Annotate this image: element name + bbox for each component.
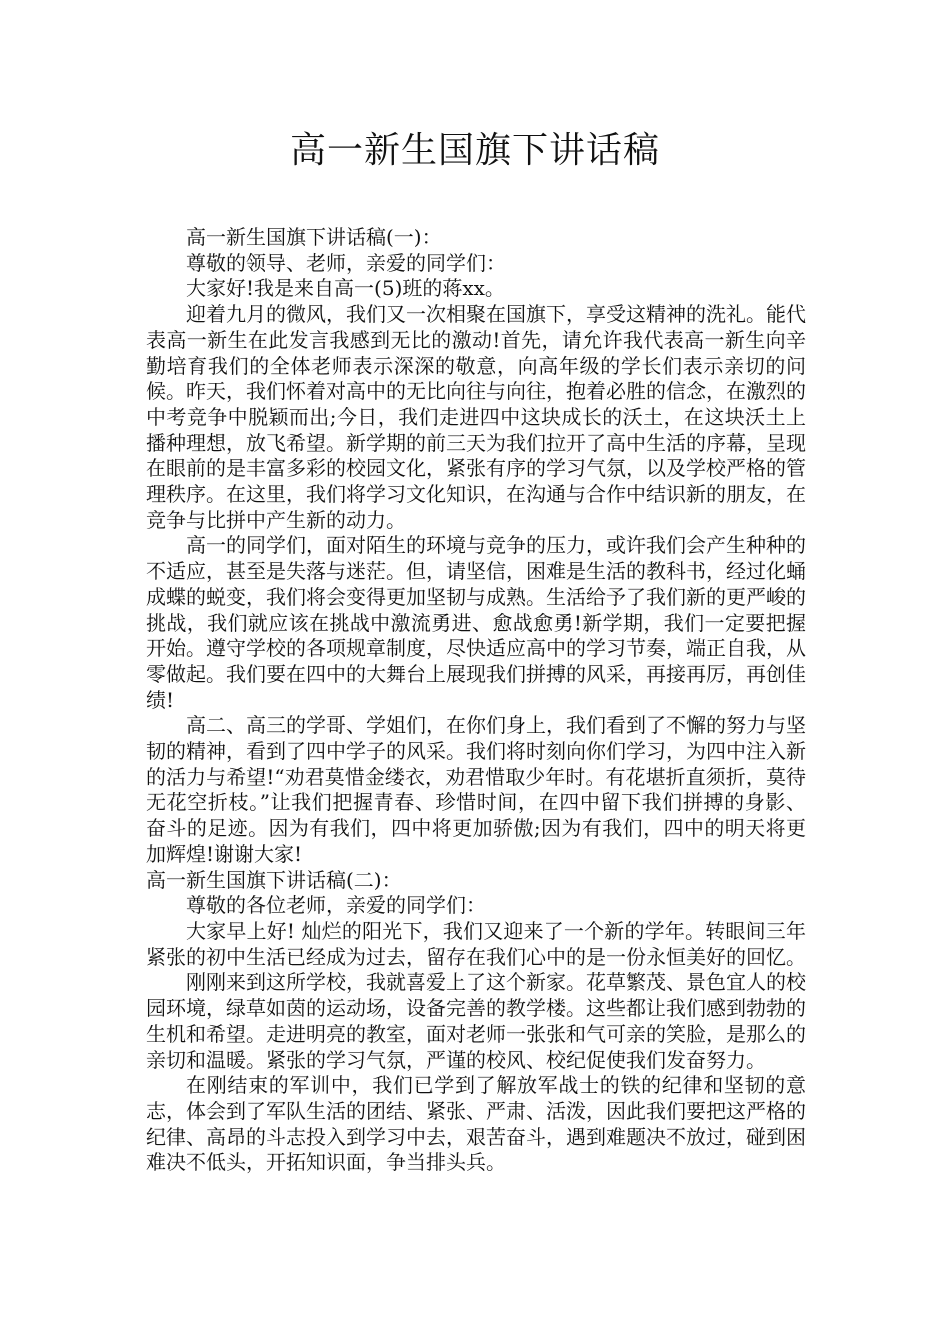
body-paragraph: 大家早上好! 灿烂的阳光下，我们又迎来了一个新的学年。转眼间三年紧张的初中生活已经成为过去，留存在我们心中的是一份永恒美好的回忆。 (146, 918, 806, 969)
section-heading-1: 高一新生国旗下讲话稿(一)： (186, 225, 442, 249)
salutation-1: 尊敬的领导、老师，亲爱的同学们： (186, 250, 506, 275)
body-paragraph: 高一的同学们，面对陌生的环境与竞争的压力，或许我们会产生种种的不适应，甚至是失落与迷茫。但，请坚信，困难是生活的教科书，经过化蛹成蝶的蜕变，我们将会变得更加坚韧与成熟。生活给予了我们新的更严峻的挑战，我们就应该在挑战中激流勇进、愈战愈勇!新学期，我们一定要把握开始。遵守学校的各项规章制度，尽快适应高中的学习节奏，端正自我，从零做起。我们要在四中的大舞台上展现我们拼搏的风采，再接再厉，再创佳绩! (146, 533, 806, 712)
body-paragraph: 高二、高三的学哥、学姐们，在你们身上，我们看到了不懈的努力与坚韧的精神，看到了四中学子的风采。我们将时刻向你们学习，为四中注入新的活力与希望!“劝君莫惜金缕衣，劝君惜取少年时。有花堪折直须折，莫待无花空折枝。”让我们把握青春、珍惜时间，在四中留下我们拼搏的身影、奋斗的足迹。因为有我们，四中将更加骄傲;因为有我们，四中的明天将更加辉煌!谢谢大家! (146, 713, 806, 866)
document-body (146, 225, 806, 1176)
section-heading-2: 高一新生国旗下讲话稿(二)： (146, 867, 402, 892)
greeting-1: 大家好!我是来自高一(5)班的蒋xx。 (186, 276, 505, 301)
body-paragraph: 迎着九月的微风，我们又一次相聚在国旗下，享受这精神的洗礼。能代表高一新生在此发言我感到无比的激动!首先，请允许我代表高一新生向辛勤培育我们的全体老师表示深深的敬意，向高年级的学长们表示亲切的问候。昨天，我们怀着对高中的无比向往与向往，抱着必胜的信念，在激烈的中考竞争中脱颖而出;今日，我们走进四中这块成长的沃土，在这块沃土上播种理想，放飞希望。新学期的前三天为我们拉开了高中生活的序幕，呈现在眼前的是丰富多彩的校园文化，紧张有序的学习气氛，以及学校严格的管理秩序。在这里，我们将学习文化知识，在沟通与合作中结识新的朋友，在竞争与比拼中产生新的动力。 (146, 302, 806, 532)
document-title: 高一新生国旗下讲话稿 (289, 130, 660, 171)
body-paragraph: 刚刚来到这所学校，我就喜爱上了这个新家。花草繁茂、景色宜人的校园环境，绿草如茵的运动场，设备完善的教学楼。这些都让我们感到勃勃的生机和希望。走进明亮的教室，面对老师一张张和气可亲的笑脸，是那么的亲切和温暖。紧张的学习气氛，严谨的校风、校纪促使我们发奋努力。 (146, 970, 806, 1072)
salutation-2: 尊敬的各位老师，亲爱的同学们： (186, 893, 486, 918)
body-paragraph: 在刚结束的军训中，我们已学到了解放军战士的铁的纪律和坚韧的意志，体会到了军队生活的团结、紧张、严肃、活泼，因此我们要把这严格的纪律、高昂的斗志投入到学习中去，艰苦奋斗，遇到难题决不放过，碰到困难决不低头，开拓知识面，争当排头兵。 (146, 1073, 806, 1175)
